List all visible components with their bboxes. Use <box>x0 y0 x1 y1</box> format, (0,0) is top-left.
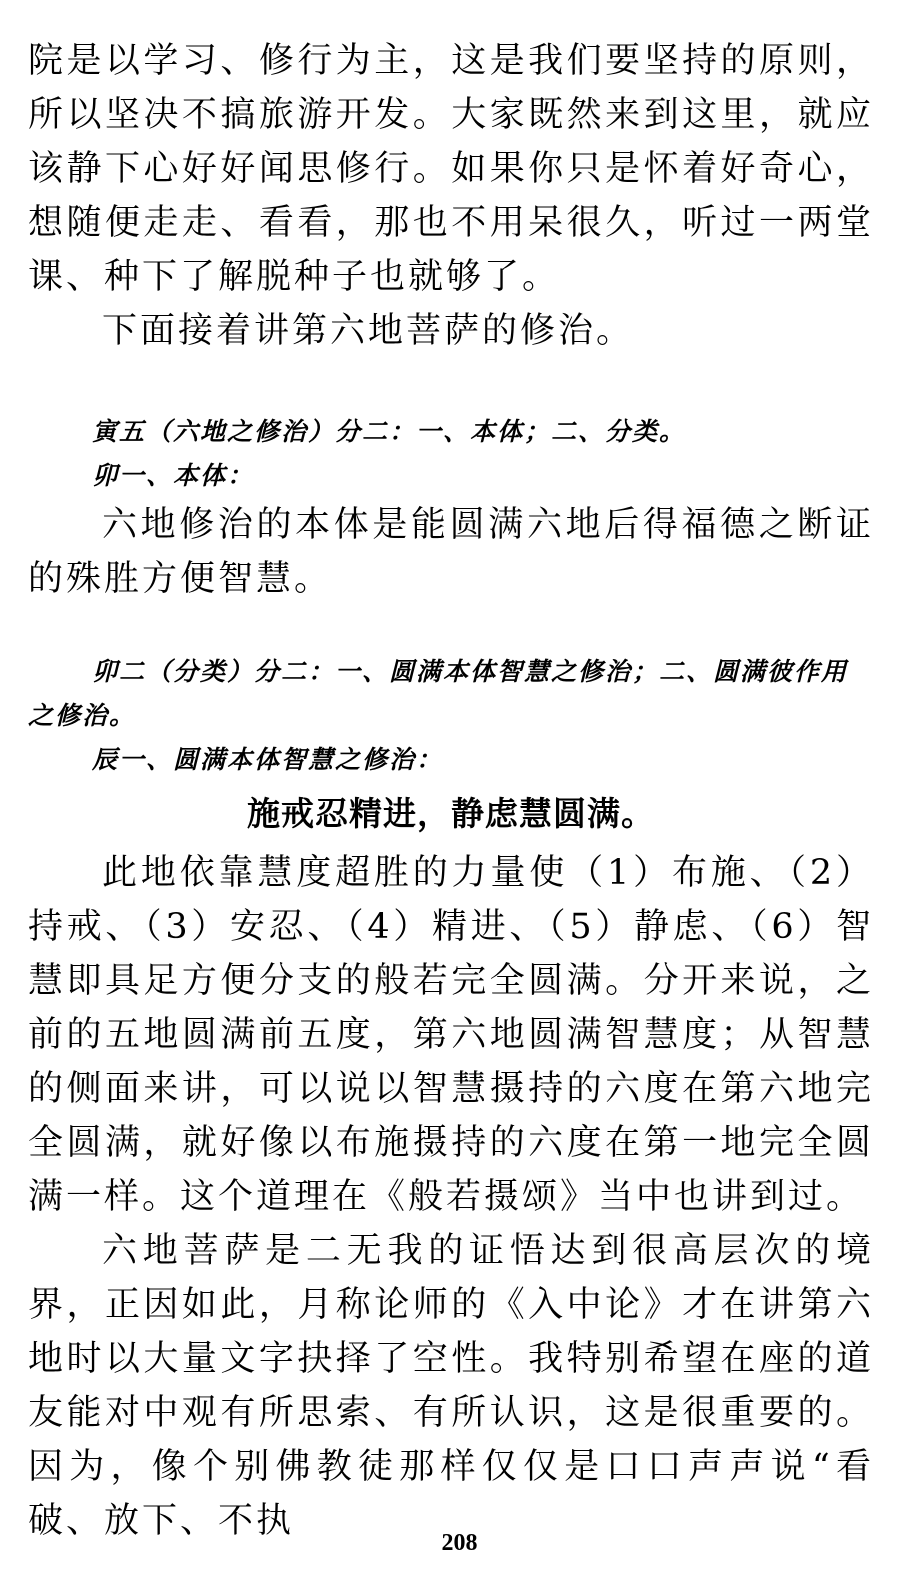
section-heading-chen1: 辰一、圆满本体智慧之修治： <box>92 745 444 774</box>
paragraph-4: 此地依靠慧度超胜的力量使（1）布施、（2）持戒、（3）安忍、（4）精进、（5）静虑、（6）智慧即具足方便分支的般若完全圆满。分开来说，之前的五地圆满前五度，第六地圆满智慧度；从智慧的侧面来讲，可以说以智慧摄持的六度在第六地完全圆满，就好像以布施摄持的六度在第一地完全圆满一样。这个道理在《般若摄颂》当中也讲到过。 <box>28 853 874 1217</box>
paragraph-5: 六地菩萨是二无我的证悟达到很高层次的境界，正因如此，月称论师的《入中论》才在讲第六地时以大量文字抉择了空性。我特别希望在座的道友能对中观有所思索、有所认识，这是很重要的。因为，像个别佛教徒那样仅仅是口口声声说“看破、放下、不执 <box>28 1231 874 1541</box>
page-content <box>28 34 874 1548</box>
page-number: 208 <box>441 1530 478 1556</box>
paragraph-3: 六地修治的本体是能圆满六地后得福德之断证的殊胜方便智慧。 <box>28 505 874 599</box>
paragraph-2: 下面接着讲第六地菩萨的修治。 <box>102 311 635 351</box>
section-heading-mao1: 卯一、本体： <box>92 461 255 490</box>
spacer <box>28 606 874 650</box>
section-heading-mao2: 卯二（分类）分二：一、圆满本体智慧之修治；二、圆满彼作用之修治。 <box>28 657 849 730</box>
root-verse: 施戒忍精进，静虑慧圆满。 <box>247 794 655 833</box>
section-heading-yin5: 寅五（六地之修治）分二：一、本体；二、分类。 <box>92 417 687 446</box>
spacer <box>28 358 874 410</box>
paragraph-1: 院是以学习、修行为主，这是我们要坚持的原则，所以坚决不搞旅游开发。大家既然来到这里，就应该静下心好好闻思修行。如果你只是怀着好奇心，想随便走走、看看，那也不用呆很久，听过一两堂课、种下了解脱种子也就够了。 <box>28 41 874 297</box>
